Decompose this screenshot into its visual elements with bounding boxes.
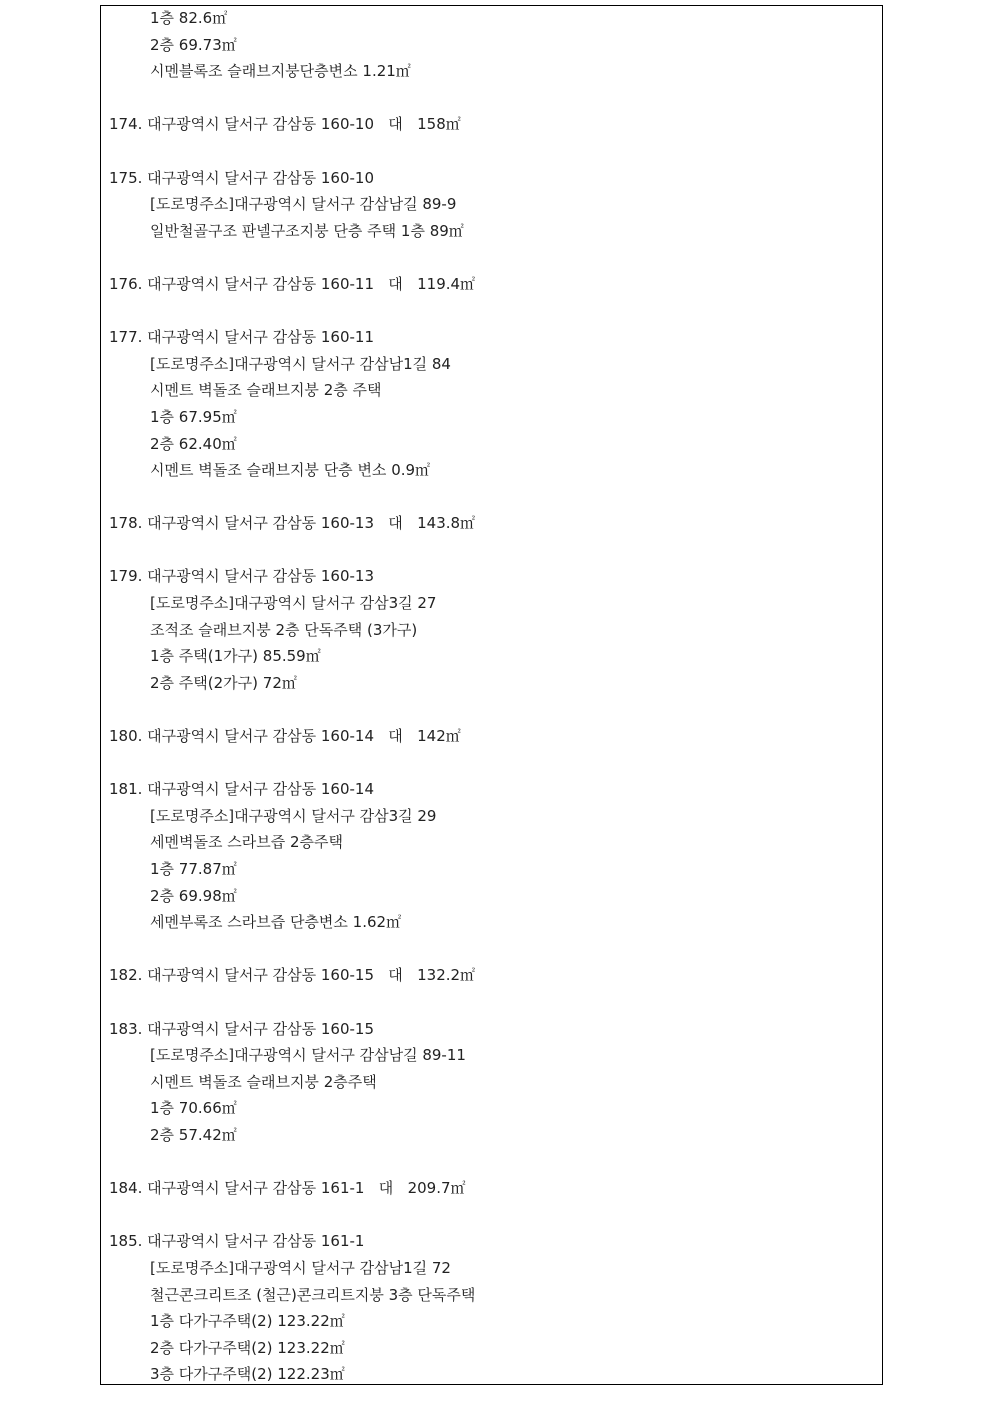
entry-address: 대구광역시 달서구 감삼동 160-13: [142, 567, 374, 586]
entry-number: 179.: [109, 567, 143, 586]
entry-address: 대구광역시 달서구 감삼동 160-15: [142, 1019, 374, 1038]
entry-heading: [109, 563, 874, 590]
detail-text: 1층 77.87㎡: [150, 860, 237, 878]
detail-text: 조적조 슬래브지붕 2층 단독주택 (3가구): [150, 620, 418, 639]
detail-line: [109, 58, 874, 85]
entry-heading: [109, 962, 874, 989]
detail-text: 시멘트 벽돌조 슬래브지붕 단층 변소 0.9㎡: [150, 461, 431, 480]
entry-heading: [109, 776, 874, 803]
entry-heading: [109, 165, 874, 192]
entry-number: 180.: [109, 727, 143, 746]
spacer: [109, 1149, 874, 1176]
entry-number: 178.: [109, 514, 143, 533]
detail-line: [109, 431, 874, 458]
spacer: [109, 696, 874, 723]
detail-line: [109, 218, 874, 245]
detail-text: [도로명주소]대구광역시 달서구 감삼남1길 72: [150, 1258, 451, 1277]
detail-line: [109, 643, 874, 670]
land-area: 119.4㎡: [402, 274, 476, 293]
entry-number: 176.: [109, 274, 143, 293]
detail-line: [109, 1361, 874, 1388]
land-category: 대: [364, 1179, 394, 1198]
detail-line: [109, 191, 874, 218]
entry-address: 대구광역시 달서구 감삼동 160-14: [142, 727, 374, 746]
entry-heading: [109, 1016, 874, 1043]
entry-heading: [109, 111, 874, 138]
detail-text: 2층 다가구주택(2) 123.22㎡: [150, 1338, 345, 1357]
entry-number: 185.: [109, 1232, 143, 1251]
detail-line: [109, 5, 874, 32]
detail-line: [109, 803, 874, 830]
property-list: [109, 5, 874, 1388]
land-category: 대: [374, 727, 403, 746]
spacer: [109, 989, 874, 1016]
entry-number: 181.: [109, 780, 143, 799]
detail-line: [109, 1255, 874, 1282]
document-frame: [100, 5, 883, 1385]
detail-line: [109, 1308, 874, 1335]
detail-line: [109, 1335, 874, 1362]
land-area: 209.7㎡: [393, 1179, 466, 1198]
detail-text: 1층 다가구주택(2) 123.22㎡: [150, 1312, 345, 1331]
land-category: 대: [374, 966, 403, 985]
detail-text: 시멘트 벽돌조 슬래브지붕 2층 주택: [150, 381, 382, 400]
detail-text: 일반철골구조 판넬구조지붕 단층 주택 1층 89㎡: [150, 221, 464, 240]
detail-text: 시멘트 벽돌조 슬래브지붕 2층주택: [150, 1072, 377, 1091]
entry-number: 177.: [109, 328, 143, 347]
detail-text: 세멘벽돌조 스라브즙 2층주택: [150, 833, 343, 852]
detail-line: [109, 351, 874, 378]
detail-line: [109, 670, 874, 697]
entry-address: 대구광역시 달서구 감삼동 160-11: [142, 274, 374, 293]
spacer: [109, 298, 874, 325]
spacer: [109, 936, 874, 963]
detail-text: 2층 69.73㎡: [150, 35, 237, 54]
entry-number: 182.: [109, 966, 143, 985]
detail-text: 2층 주택(2가구) 72㎡: [150, 673, 297, 692]
entry-heading: [109, 510, 874, 537]
detail-text: 2층 57.42㎡: [150, 1125, 237, 1144]
detail-text: [도로명주소]대구광역시 달서구 감삼남길 89-11: [150, 1046, 466, 1065]
entry-heading: [109, 1228, 874, 1255]
detail-text: 1층 70.66㎡: [150, 1099, 237, 1118]
entry-number: 183.: [109, 1019, 143, 1038]
land-category: 대: [374, 514, 403, 533]
spacer: [109, 484, 874, 511]
detail-text: 1층 67.95㎡: [150, 407, 237, 426]
detail-line: [109, 457, 874, 484]
land-area: 143.8㎡: [402, 514, 476, 533]
entry-address: 대구광역시 달서구 감삼동 161-1: [142, 1179, 365, 1198]
detail-line: [109, 829, 874, 856]
detail-text: 1층 주택(1가구) 85.59㎡: [150, 647, 321, 666]
detail-line: [109, 909, 874, 936]
entry-address: 대구광역시 달서구 감삼동 161-1: [142, 1232, 365, 1251]
detail-text: 2층 62.40㎡: [150, 434, 237, 453]
detail-line: [109, 404, 874, 431]
land-area: 158㎡: [402, 115, 461, 134]
spacer: [109, 85, 874, 112]
detail-line: [109, 1069, 874, 1096]
detail-text: 세멘부록조 스라브즙 단층변소 1.62㎡: [150, 913, 402, 932]
entry-address: 대구광역시 달서구 감삼동 160-10: [142, 115, 374, 134]
entry-heading: [109, 271, 874, 298]
entry-heading: [109, 723, 874, 750]
land-area: 142㎡: [402, 727, 461, 746]
detail-text: [도로명주소]대구광역시 달서구 감삼남1길 84: [150, 354, 451, 373]
detail-line: [109, 590, 874, 617]
detail-line: [109, 856, 874, 883]
entry-number: 174.: [109, 115, 143, 134]
detail-line: [109, 1095, 874, 1122]
detail-line: [109, 617, 874, 644]
entry-number: 175.: [109, 168, 143, 187]
detail-text: 3층 다가구주택(2) 122.23㎡: [150, 1365, 345, 1384]
detail-text: 철근콘크리트조 (철근)콘크리트지붕 3층 단독주택: [150, 1285, 476, 1304]
spacer: [109, 750, 874, 777]
entry-heading: [109, 324, 874, 351]
land-category: 대: [374, 115, 403, 134]
entry-heading: [109, 1175, 874, 1202]
detail-text: 시멘블록조 슬래브지붕단층변소 1.21㎡: [150, 62, 411, 81]
detail-text: [도로명주소]대구광역시 달서구 감삼3길 29: [150, 806, 437, 825]
spacer: [109, 537, 874, 564]
detail-text: 1층 82.6㎡: [150, 9, 228, 27]
detail-line: [109, 883, 874, 910]
entry-address: 대구광역시 달서구 감삼동 160-10: [142, 168, 374, 187]
detail-text: [도로명주소]대구광역시 달서구 감삼남길 89-9: [150, 195, 457, 214]
detail-text: [도로명주소]대구광역시 달서구 감삼3길 27: [150, 594, 437, 613]
detail-line: [109, 32, 874, 59]
detail-line: [109, 1282, 874, 1309]
spacer: [109, 244, 874, 271]
detail-text: 2층 69.98㎡: [150, 886, 237, 905]
spacer: [109, 138, 874, 165]
entry-number: 184.: [109, 1179, 143, 1198]
detail-line: [109, 1122, 874, 1149]
spacer: [109, 1202, 874, 1229]
entry-address: 대구광역시 달서구 감삼동 160-11: [142, 328, 374, 347]
detail-line: [109, 377, 874, 404]
entry-address: 대구광역시 달서구 감삼동 160-13: [142, 514, 374, 533]
land-category: 대: [374, 274, 403, 293]
detail-line: [109, 1042, 874, 1069]
entry-address: 대구광역시 달서구 감삼동 160-15: [142, 966, 374, 985]
land-area: 132.2㎡: [402, 966, 476, 985]
entry-address: 대구광역시 달서구 감삼동 160-14: [142, 780, 374, 799]
